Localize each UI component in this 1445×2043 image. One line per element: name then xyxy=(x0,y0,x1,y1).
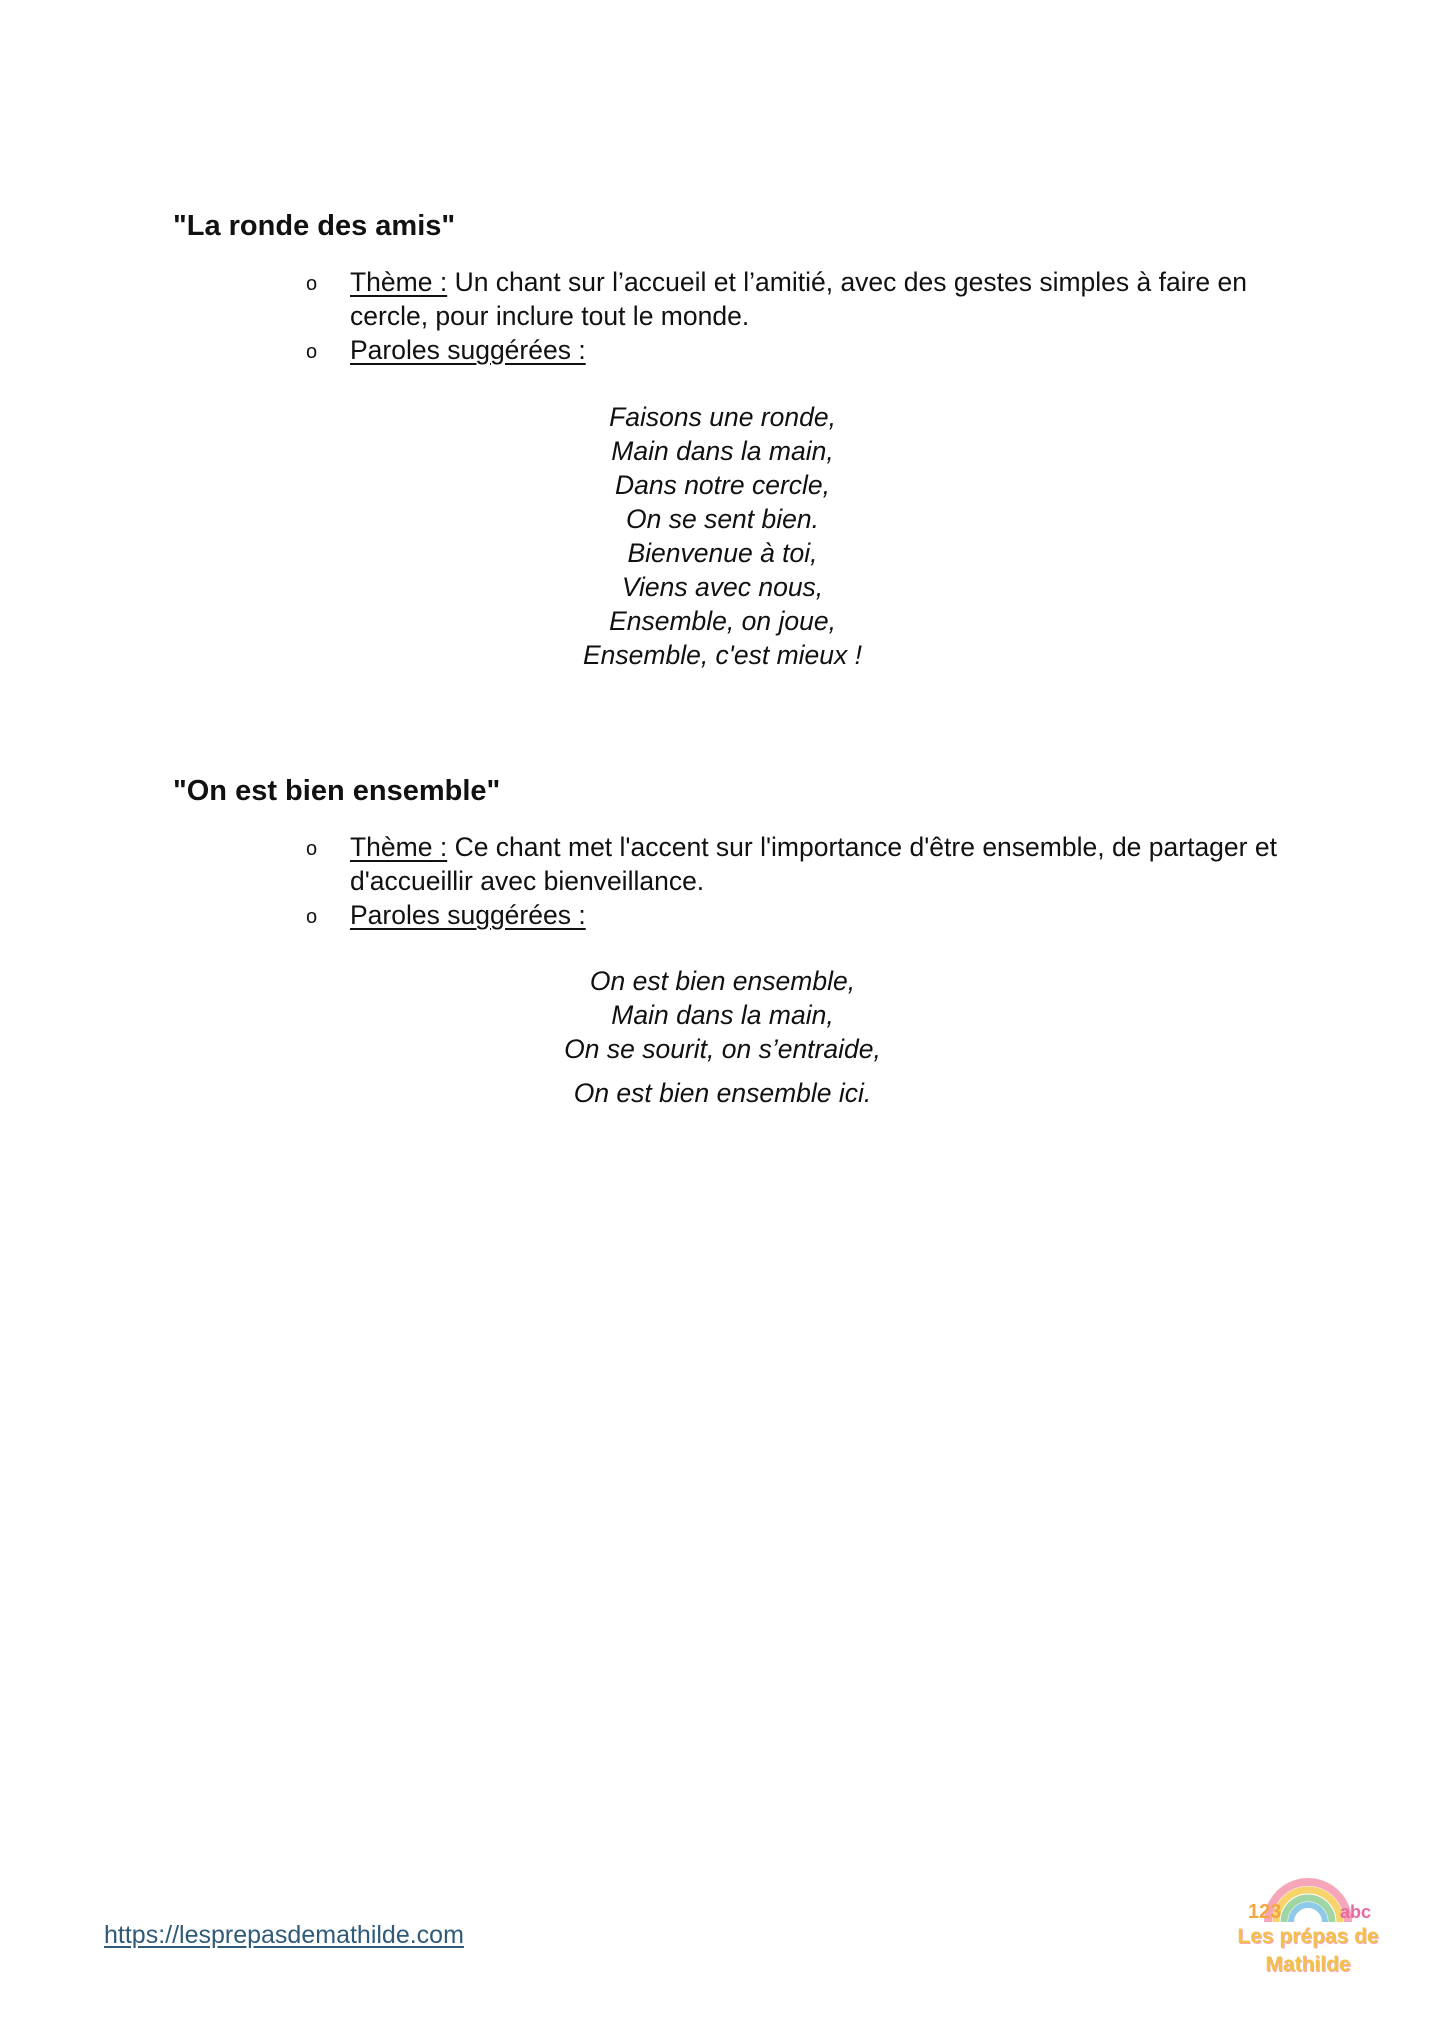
song-1-title: "La ronde des amis" xyxy=(173,210,456,242)
theme-label: Thème : xyxy=(350,267,448,297)
lyric-line: On se sourit, on s’entraide, xyxy=(564,1034,881,1064)
bullet-icon: o xyxy=(306,838,318,860)
bullet-icon: o xyxy=(306,341,318,363)
lyric-line: Ensemble, c'est mieux ! xyxy=(582,640,862,670)
brand-logo xyxy=(1228,1860,1388,1985)
logo-text-line-2: Mathilde xyxy=(1265,1953,1351,1976)
bullet-icon: o xyxy=(306,906,318,928)
lyrics-label: Paroles suggérées : xyxy=(350,900,586,930)
lyric-line: Dans notre cercle, xyxy=(614,470,831,500)
lyric-line: Ensemble, on joue, xyxy=(609,606,836,636)
logo-numbers: 123 xyxy=(1248,1901,1282,1923)
website-link[interactable]: https://lesprepasdemathilde.com xyxy=(104,1921,464,1949)
song-1-theme-item xyxy=(306,265,1280,333)
song-1-lyrics-label-item xyxy=(306,333,1280,367)
lyric-line: Faisons une ronde, xyxy=(609,402,836,432)
rainbow-icon xyxy=(1228,1860,1388,1930)
lyric-line: On est bien ensemble ici. xyxy=(573,1078,872,1108)
lyric-line: On est bien ensemble, xyxy=(589,966,856,996)
song-2-theme-item xyxy=(306,830,1280,898)
logo-text-line-1: Les prépas de xyxy=(1237,1925,1379,1948)
theme-label: Thème : xyxy=(350,832,448,862)
song-2-lyrics-label-item xyxy=(306,898,1280,932)
song-2-title: "On est bien ensemble" xyxy=(173,775,501,807)
lyric-line: Main dans la main, xyxy=(611,1000,834,1030)
logo-letters: abc xyxy=(1340,1902,1372,1922)
lyric-line: Bienvenue à toi, xyxy=(627,538,818,568)
theme-text: Ce chant met l'accent sur l'importance d'être ensemble, de partager et d'accueillir avec bienveillance. xyxy=(350,832,1277,896)
song-1-lyrics xyxy=(0,400,1445,672)
lyric-line: Viens avec nous, xyxy=(621,572,824,602)
lyric-line: On se sent bien. xyxy=(626,504,819,534)
song-2-lyrics xyxy=(0,964,1445,1110)
theme-text: Un chant sur l’accueil et l’amitié, avec des gestes simples à faire en cercle, pour inclure tout le monde. xyxy=(350,267,1247,331)
lyrics-label: Paroles suggérées : xyxy=(350,335,586,365)
lyric-line: Main dans la main, xyxy=(611,436,834,466)
bullet-icon: o xyxy=(306,273,318,295)
